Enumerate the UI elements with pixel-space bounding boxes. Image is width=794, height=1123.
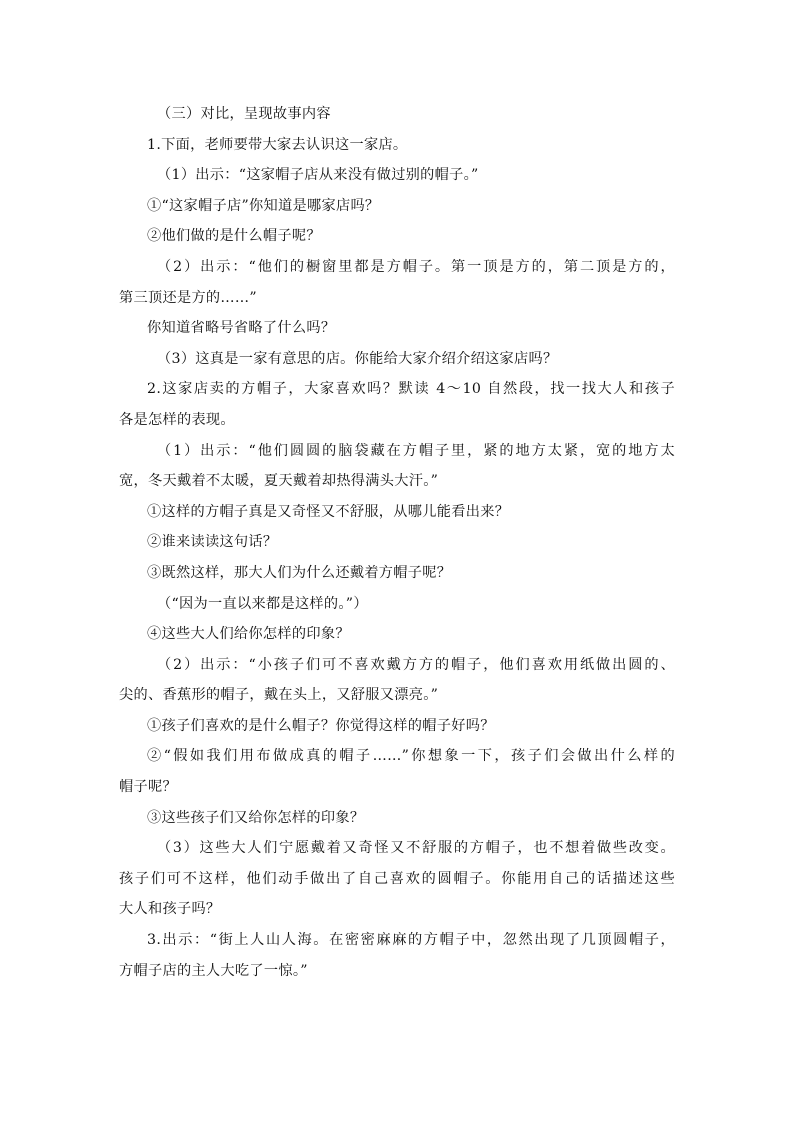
paragraph-line: 宽，冬天戴着不太暖，夏天戴着却热得满头大汗。” [119,473,439,490]
paragraph-line: 大人和孩子吗？ [119,901,221,918]
paragraph-line: （2）出示：“他们的橱窗里都是方帽子。第一顶是方的，第二顶是方的， [157,258,675,275]
paragraph-line: ④这些大人们给你怎样的印象？ [147,626,350,643]
paragraph-line: 3.出示：“街上人山人海。在密密麻麻的方帽子中，忽然出现了几顶圆帽子， [147,932,675,949]
paragraph-line: （3）这些大人们宁愿戴着又奇怪又不舒服的方帽子，也不想着做些改变。 [157,840,675,857]
paragraph-line: 你知道省略号省略了什么吗？ [147,320,336,337]
paragraph-line: ③这些孩子们又给你怎样的印象？ [147,809,365,826]
paragraph-line: ③既然这样，那大人们为什么还戴着方帽子呢？ [147,564,452,581]
paragraph-line: 尖的、香蕉形的帽子，戴在头上，又舒服又漂亮。” [119,687,439,704]
paragraph-line: 方帽子店的主人大吃了一惊。” [119,962,308,979]
paragraph-line: 2.这家店卖的方帽子，大家喜欢吗？默读 4～10 自然段，找一找大人和孩子 [147,381,675,398]
paragraph-line: 孩子们可不这样，他们动手做出了自己喜欢的圆帽子。你能用自己的话描述这些 [119,870,675,887]
paragraph-line: ①孩子们喜欢的是什么帽子？你觉得这样的帽子好吗？ [147,717,495,734]
paragraph-line: ②谁来读读这句话？ [147,534,278,551]
paragraph-line: 1.下面，老师要带大家去认识这一家店。 [147,136,408,153]
paragraph-line: （1）出示：“他们圆圆的脑袋藏在方帽子里，紧的地方太紧，宽的地方太 [157,442,675,459]
lesson-plan-text [119,99,675,986]
paragraph-line: ①这样的方帽子真是又奇怪又不舒服，从哪儿能看出来？ [147,503,510,520]
section-heading: （三）对比，呈现故事内容 [157,106,331,122]
paragraph-line: （3）这真是一家有意思的店。你能给大家介绍介绍这家店吗？ [157,350,558,367]
paragraph-line: 帽子呢？ [119,779,177,796]
paragraph-line: （“因为一直以来都是这样的。”） [157,595,368,612]
paragraph-line: ②“假如我们用布做成真的帽子……”你想象一下，孩子们会做出什么样的 [147,748,675,765]
paragraph-line: ①“这家帽子店”你知道是哪家店吗？ [147,197,380,214]
paragraph-line: （2）出示：“小孩子们可不喜欢戴方方的帽子，他们喜欢用纸做出圆的、 [157,656,675,673]
paragraph-line: （1）出示：“这家帽子店从来没有做过别的帽子。” [157,167,479,184]
paragraph-line: 第三顶还是方的……” [119,289,257,306]
paragraph-line: ②他们做的是什么帽子呢？ [147,228,321,245]
paragraph-line: 各是怎样的表现。 [119,411,235,428]
